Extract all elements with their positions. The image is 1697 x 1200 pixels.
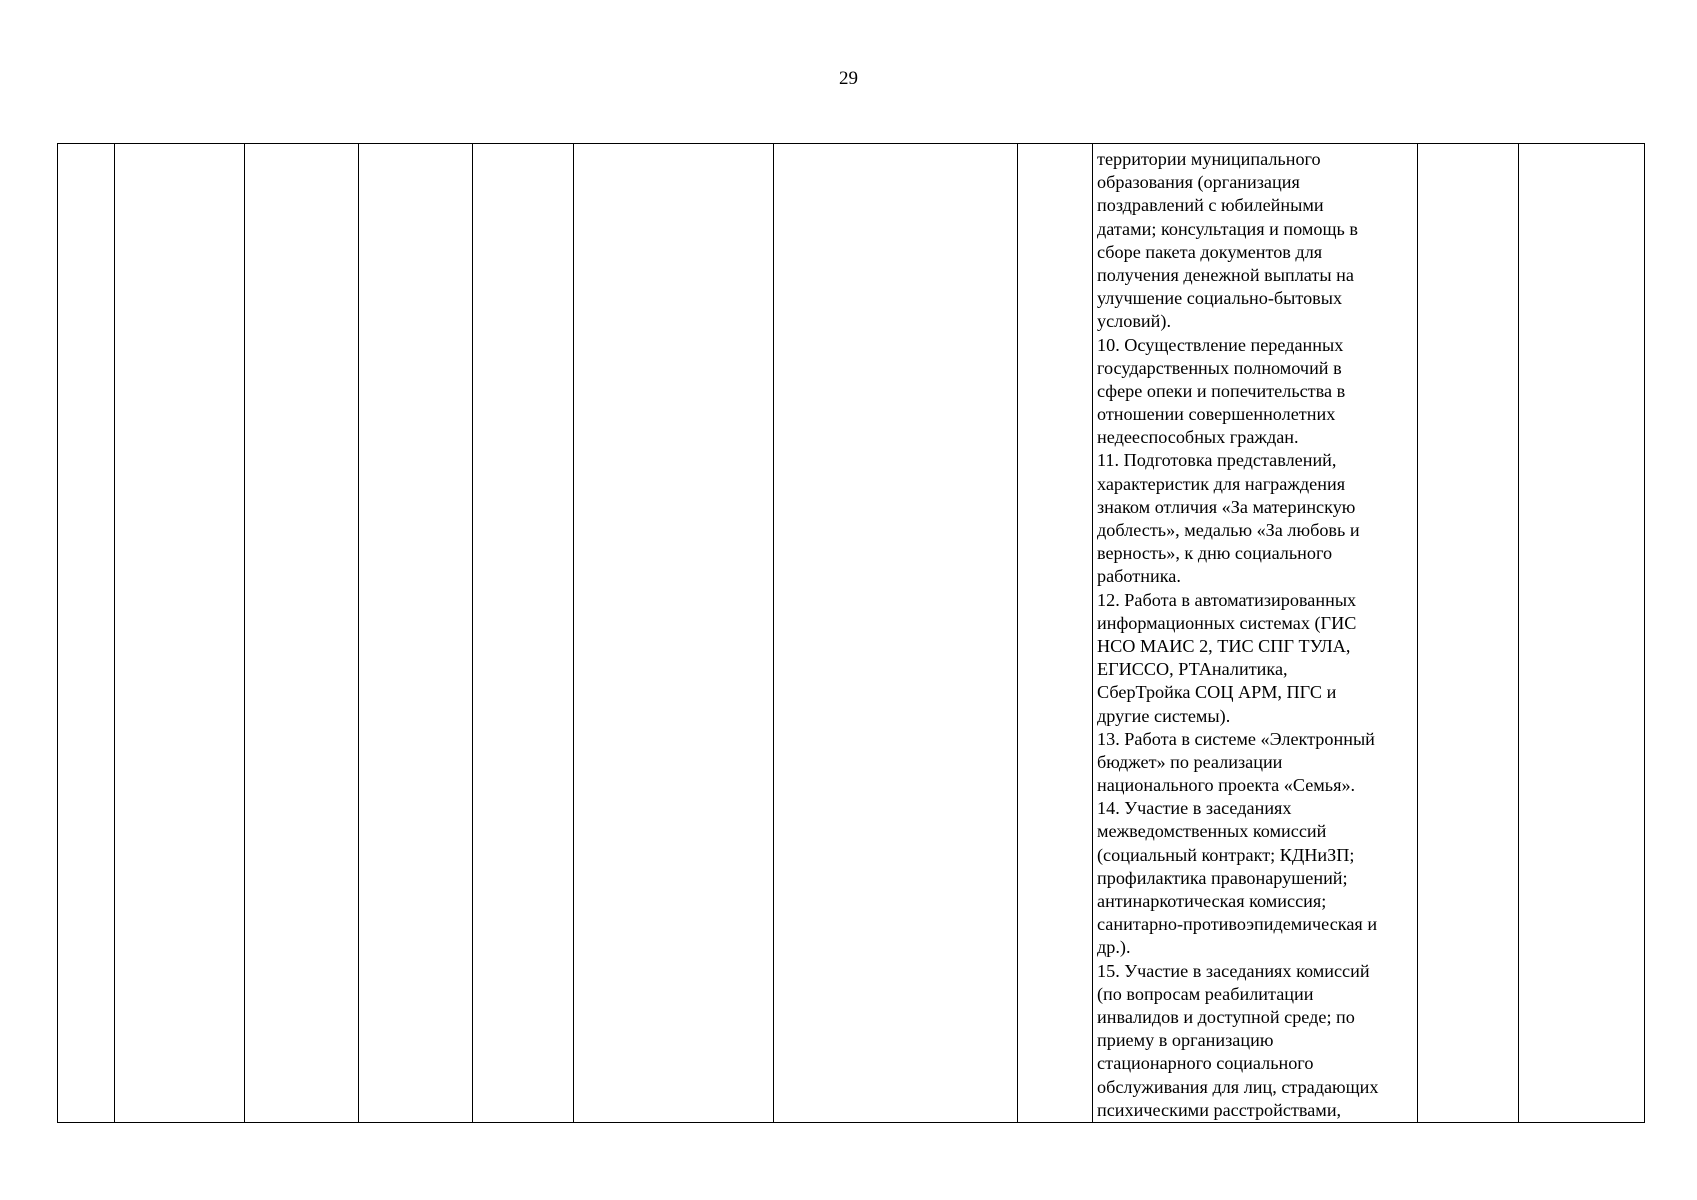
table-cell-empty <box>58 144 115 1123</box>
text-line: территории муниципального <box>1097 149 1321 169</box>
text-line: межведомственных комиссий <box>1097 821 1327 842</box>
table-cell-empty <box>574 144 774 1123</box>
text-line: СберТройка СОЦ АРМ, ПГС и <box>1097 682 1337 703</box>
text-line: стационарного социального <box>1097 1053 1314 1074</box>
text-line: 15. Участие в заседаниях комиссий <box>1097 960 1370 981</box>
text-line: поздравлений с юбилейными <box>1097 195 1324 216</box>
text-line: другие системы). <box>1097 705 1231 726</box>
table-cell-empty <box>359 144 473 1123</box>
text-line: санитарно-противоэпидемическая и <box>1097 914 1378 935</box>
text-line: государственных полномочий в <box>1097 357 1342 378</box>
text-line: инвалидов и доступной среде; по <box>1097 1006 1355 1027</box>
table-cell-empty <box>473 144 574 1123</box>
text-line: др.). <box>1097 937 1131 958</box>
text-line: бюджет» по реализации <box>1097 751 1283 772</box>
text-line: 14. Участие в заседаниях <box>1097 798 1292 819</box>
cell-text-block <box>1093 144 1417 1122</box>
table-cell-empty <box>115 144 245 1123</box>
text-line: информационных системах (ГИС <box>1097 612 1357 633</box>
table-row <box>58 144 1645 1123</box>
text-line: профилактика правонарушений; <box>1097 867 1348 888</box>
table-cell-text <box>1093 144 1418 1123</box>
text-line: НСО МАИС 2, ТИС СПГ ТУЛА, <box>1097 635 1351 656</box>
document-table <box>57 143 1645 1123</box>
text-line: 11. Подготовка представлений, <box>1097 450 1337 471</box>
table-cell-empty <box>1418 144 1519 1123</box>
text-line: датами; консультация и помощь в <box>1097 218 1358 239</box>
text-line: образования (организация <box>1097 172 1300 193</box>
text-line: сборе пакета документов для <box>1097 241 1323 262</box>
text-line: улучшение социально-бытовых <box>1097 288 1343 309</box>
text-line: обслуживания для лиц, страдающих <box>1097 1076 1379 1097</box>
text-line: условий). <box>1097 311 1171 332</box>
table-cell-empty <box>1018 144 1093 1123</box>
text-line: сфере опеки и попечительства в <box>1097 380 1346 401</box>
table-cell-empty <box>774 144 1018 1123</box>
text-line: 12. Работа в автоматизированных <box>1097 589 1357 610</box>
text-line: национального проекта «Семья». <box>1097 775 1356 796</box>
page-number: 29 <box>839 68 858 89</box>
text-line: отношении совершеннолетних <box>1097 404 1336 425</box>
text-line: (по вопросам реабилитации <box>1097 983 1314 1004</box>
text-line: антинаркотическая комиссия; <box>1097 891 1327 911</box>
text-line: знаком отличия «За материнскую <box>1097 496 1356 517</box>
text-line: доблесть», медалью «За любовь и <box>1097 520 1360 540</box>
text-line: приему в организацию <box>1097 1030 1274 1051</box>
text-line: получения денежной выплаты на <box>1097 264 1354 285</box>
text-line: 13. Работа в системе «Электронный <box>1097 728 1375 749</box>
text-line: 10. Осуществление переданных <box>1097 334 1344 355</box>
text-line: верность», к дню социального <box>1097 543 1333 564</box>
text-line: работника. <box>1097 566 1181 587</box>
text-line: недееспособных граждан. <box>1097 427 1299 448</box>
table-cell-empty <box>1519 144 1645 1123</box>
text-line: (социальный контракт; КДНиЗП; <box>1097 844 1355 865</box>
text-line: психическими расстройствами, <box>1097 1099 1342 1120</box>
text-line: ЕГИССО, РТАналитика, <box>1097 659 1288 680</box>
text-line: характеристик для награждения <box>1097 473 1346 494</box>
table-cell-empty <box>245 144 359 1123</box>
